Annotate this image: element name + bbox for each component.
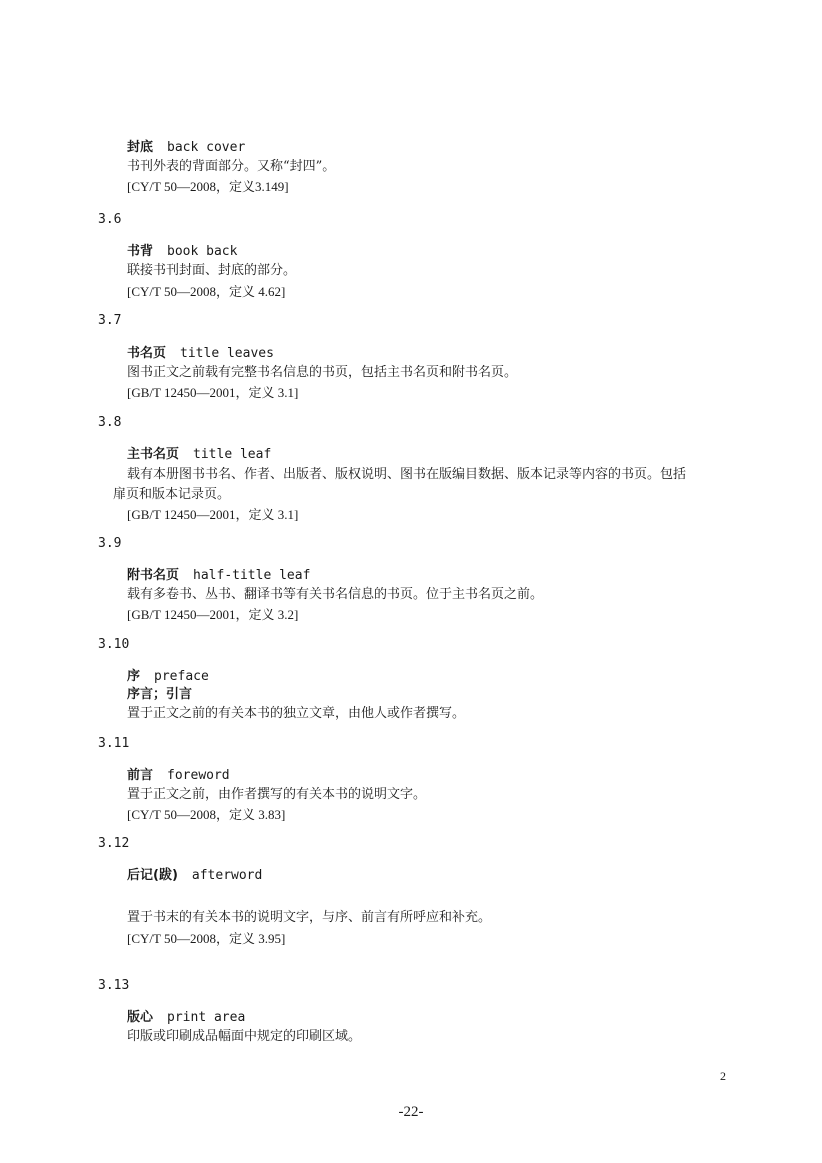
term-english: preface	[154, 669, 209, 684]
page-number: 2	[720, 1069, 726, 1083]
term-definition: 置于书末的有关本书的说明文字，与序、前言有所呼应和补充。	[127, 910, 492, 925]
clause-number: 3.11	[98, 736, 130, 751]
term-chinese: 书名页	[127, 346, 167, 361]
term-source: [GB/T 12450—2001，定义 3.1]	[127, 507, 299, 522]
term-heading	[127, 866, 262, 885]
term-synonym: 序言；引言	[127, 687, 193, 702]
clause-number: 3.10	[98, 637, 130, 652]
term-heading	[127, 242, 237, 261]
term-definition: 置于正文之前的有关本书的独立文章，由他人或作者撰写。	[127, 706, 466, 721]
term-chinese: 版心	[127, 1010, 154, 1025]
term-english: afterword	[191, 868, 263, 883]
clause-number: 3.13	[98, 978, 130, 993]
term-definition: 书刊外表的背面部分。又称“封四”。	[127, 159, 336, 174]
clause-number: 3.6	[98, 212, 122, 227]
term-heading	[127, 1008, 245, 1027]
term-heading	[127, 766, 230, 785]
term-heading	[127, 566, 310, 585]
term-source: [CY/T 50—2008，定义 4.62]	[127, 284, 286, 299]
term-heading	[127, 667, 209, 686]
term-source: [GB/T 12450—2001，定义 3.2]	[127, 607, 299, 622]
term-heading	[127, 138, 245, 157]
term-definition: 印版或印刷成品幅面中规定的印刷区域。	[127, 1029, 362, 1044]
term-chinese: 封底	[127, 140, 154, 155]
clause-number: 3.12	[98, 836, 130, 851]
term-english: title leaf	[193, 447, 272, 462]
page-footer: -22-	[398, 1104, 424, 1120]
term-source: [CY/T 50—2008，定义 3.83]	[127, 807, 286, 822]
term-definition: 图书正文之前载有完整书名信息的书页，包括主书名页和附书名页。	[127, 365, 518, 380]
term-chinese: 后记(跋)	[127, 868, 178, 883]
term-definition: 联接书刊封面、封底的部分。	[127, 263, 297, 278]
term-english: half-title leaf	[193, 568, 311, 583]
term-source: [CY/T 50—2008，定义3.149]	[127, 179, 289, 194]
term-heading	[127, 344, 274, 363]
term-chinese: 前言	[127, 768, 154, 783]
term-chinese: 附书名页	[127, 568, 180, 583]
term-definition: 置于正文之前，由作者撰写的有关本书的说明文字。	[127, 787, 427, 802]
clause-number: 3.8	[98, 415, 122, 430]
term-chinese: 主书名页	[127, 447, 180, 462]
term-definition-continued: 扉页和版本记录页。	[113, 487, 231, 502]
term-chinese: 序	[127, 669, 141, 684]
term-source: [GB/T 12450—2001，定义 3.1]	[127, 385, 299, 400]
term-english: print area	[167, 1010, 246, 1025]
term-definition: 载有本册图书书名、作者、出版者、版权说明、图书在版编目数据、版本记录等内容的书页。包括	[127, 467, 687, 482]
term-english: back cover	[167, 140, 246, 155]
term-heading	[127, 445, 271, 464]
term-source: [CY/T 50—2008，定义 3.95]	[127, 931, 286, 946]
term-english: title leaves	[180, 346, 274, 361]
term-english: foreword	[167, 768, 230, 783]
term-english: book back	[167, 244, 238, 259]
clause-number: 3.7	[98, 313, 122, 328]
term-chinese: 书背	[127, 244, 154, 259]
term-definition: 载有多卷书、丛书、翻译书等有关书名信息的书页。位于主书名页之前。	[127, 587, 544, 602]
clause-number: 3.9	[98, 536, 122, 551]
